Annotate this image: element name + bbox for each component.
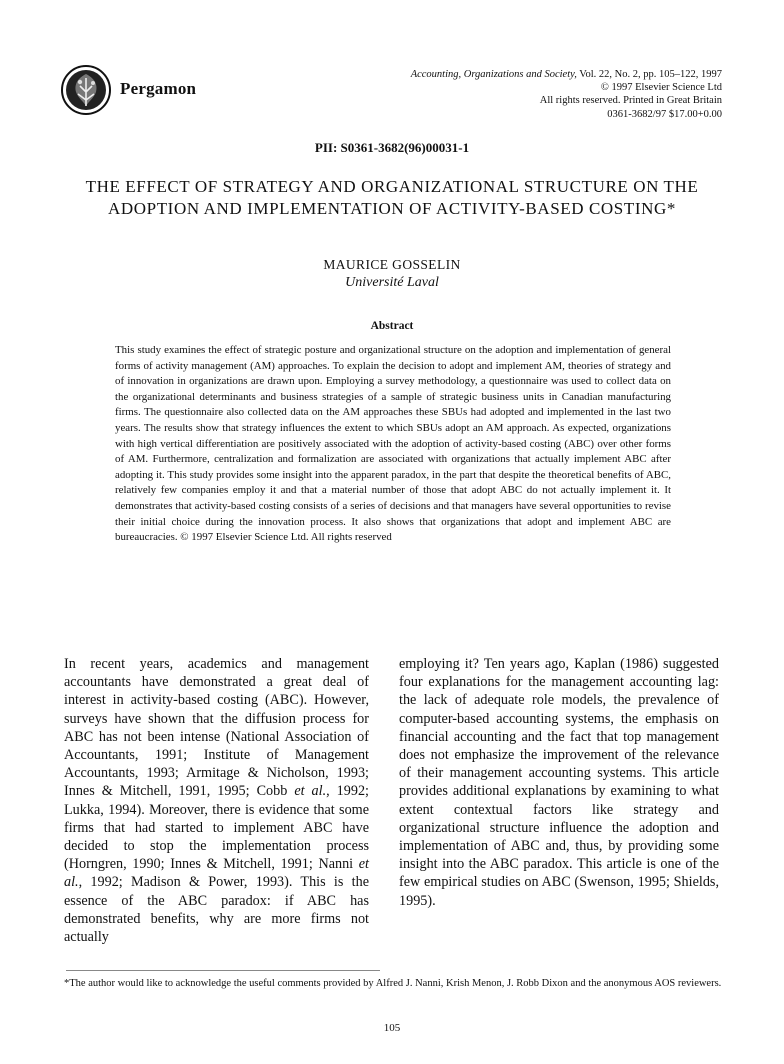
page-number: 105	[383, 1022, 401, 1034]
et-al-2: et al.	[64, 856, 369, 891]
paper-title	[40, 176, 744, 220]
pergamon-tree-logo-icon	[60, 64, 112, 116]
issn-line: 0361-3682/97 $17.00+0.00	[607, 108, 722, 120]
author-name: MAURICE GOSSELIN	[323, 257, 461, 272]
copyright-line: © 1997 Elsevier Science Ltd	[600, 82, 722, 94]
author-affiliation: Université Laval	[345, 275, 439, 290]
title-line-2: ADOPTION AND IMPLEMENTATION OF ACTIVITY-BASED COSTING*	[108, 199, 676, 218]
body-left-part-2: , 1992; Lukka, 1994). Moreover, there is evidence that some firms that had started to implement ABC have decided to stop the implementation process (Horngren, 1990; Innes & Mitchell, 1991; Nanni	[64, 783, 369, 873]
abstract-heading: Abstract	[370, 320, 414, 332]
footnote-divider	[66, 970, 380, 971]
abstract-text: This study examines the effect of strategic posture and organizational structure on the adoption and implementation of general forms of activity management (AM) approaches. To explain the decision to adopt and implement AM, theories of strategy and of innovation in organizations are drawn upon. Employing a survey methodology, a questionnaire was used to collect data on the organizational determinants and business strategies of a sample of strategic business units in Canadian manufacturing firms. The questionnaire also collected data on the AM approaches these SBUs had adopted and implemented in the last two years. The results show that strategy influences the extent to which SBUs adopt an AM approach. As expected, organizations with high vertical differentiation are positively associated with the adoption of activity-based costing (ABC) over other forms of AM. Furthermore, centralization and formalization are associated with organizations that actually implement ABC after adopting it. This study provides some insight into the apparent paradox, in the part that despite the theoretical benefits of ABC, relatively few companies employ it and that a material number of those that adopt ABC do not actually implement it. It demonstrates that activity-based costing consists of a series of decisions and that managers have several opportunities to revise their initial choice during the innovation process. It also shows that organizations that adopt and implement ABC are bureaucracies. © 1997 Elsevier Science Ltd. All rights reserved	[115, 344, 671, 544]
body-column-right: employing it? Ten years ago, Kaplan (1986) suggested four explanations for the management accounting lag: the lack of adequate role models, the prevalence of computer-based accounting systems, the emphasis on financial accounting and the fact that top management does not emphasize the improvement of the relevance of their management accounting systems. This article provides additional explanations by examining to what extent contextual factors like strategy and organizational structure influence the adoption and implementation of ABC and, thus, by providing some insight into the ABC paradox. This article is one of the few empirical studies on ABC (Swenson, 1995; Shields, 1995).	[399, 656, 719, 909]
footnote: *The author would like to acknowledge the useful comments provided by Alfred J. Nanni, Krish Menon, J. Robb Dixon and the anonymous AOS reviewers.	[64, 978, 722, 989]
rights-line: All rights reserved. Printed in Great Britain	[539, 95, 722, 107]
publisher-name: Pergamon	[120, 79, 197, 98]
body-left-part-1: In recent years, academics and management accountants have demonstrated a great deal of interest in activity-based costing (ABC). However, surveys have shown that the diffusion process for ABC has not been intense (National Association of Accountants, 1991; Institute of Management Accountants, 1993; Armitage & Nicholson, 1993; Innes & Mitchell, 1991, 1995; Cobb	[64, 656, 369, 800]
journal-volume: Vol. 22, No. 2, pp. 105–122, 1997	[576, 69, 722, 80]
title-line-1: THE EFFECT OF STRATEGY AND ORGANIZATIONAL STRUCTURE ON THE	[85, 177, 699, 196]
et-al-1: et al.	[294, 783, 327, 800]
pii-identifier: PII: S0361-3682(96)00031-1	[314, 140, 470, 155]
journal-citation	[302, 68, 722, 121]
body-column-left	[64, 655, 369, 946]
journal-name: Accounting, Organizations and Society,	[410, 69, 577, 80]
body-left-part-3: , 1992; Madison & Power, 1993). This is the essence of the ABC paradox: if ABC has demonstrated benefits, why are more firms not actually	[64, 874, 369, 946]
